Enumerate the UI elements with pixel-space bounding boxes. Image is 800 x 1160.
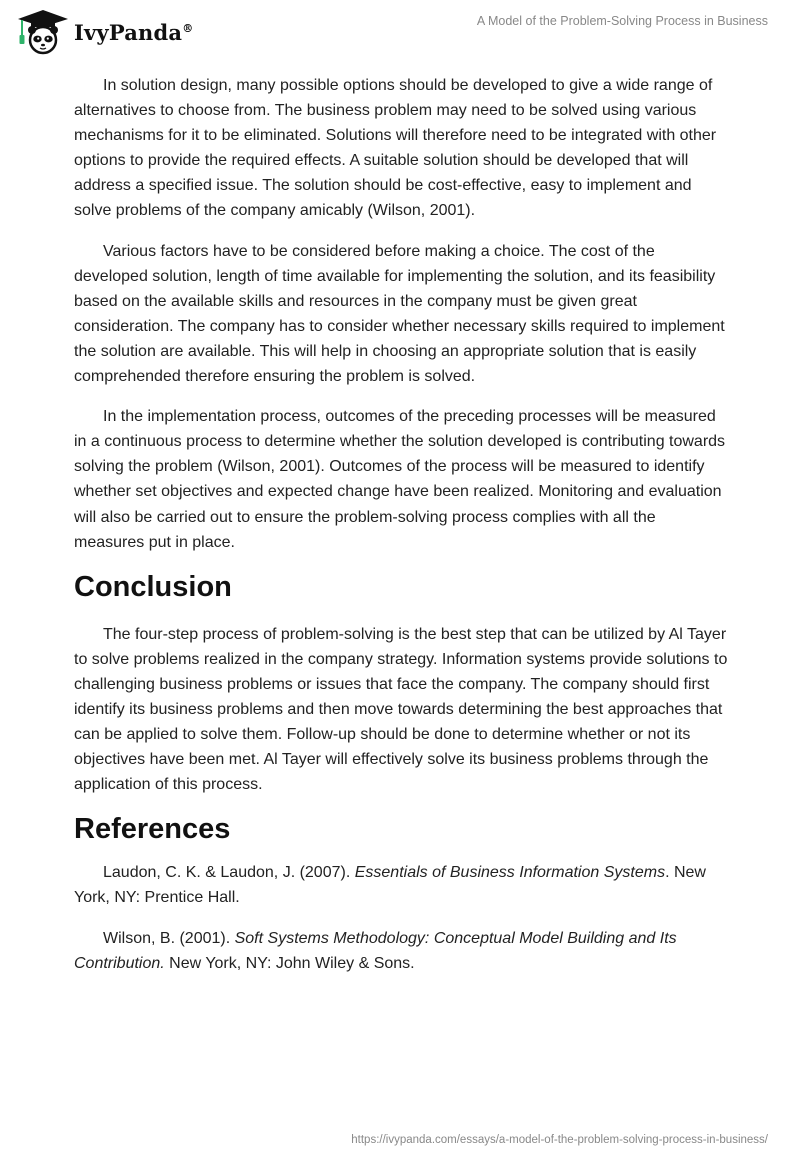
- document-title: A Model of the Problem-Solving Process in Business: [476, 14, 768, 28]
- reference-author: Wilson, B. (2001).: [103, 929, 235, 947]
- paragraph-solution-design: In solution design, many possible options should be developed to give a wide range of alternatives to choose from. The business problem may need to be solved using various mechanisms for it to be eliminated. Solutions will therefore need to be integrated with other options to provide the required effects. A suitable solution should be developed that will address a specified issue. The solution should be cost-effective, easy to implement and solve problems of the company amicably (Wilson, 2001).: [74, 77, 717, 220]
- paragraph-implementation: In the implementation process, outcomes of the preceding processes will be measured in a continuous process to determine whether the solution developed is contributing towards solving the problem (Wilson, 2001). Outcomes of the process will be measured to identify whether set objectives and expected change have been realized. Monitoring and evaluation will also be carried out to ensure the problem-solving process complies with all the measures put in place.: [74, 408, 726, 551]
- panda-graduate-icon: [14, 8, 72, 56]
- paragraph-choice-factors: Various factors have to be considered before making a choice. The cost of the developed solution, length of time available for implementing the solution, and its feasibility based on the available skills and resources in the company must be given great consideration. The company has to consider whether necessary skills required to implement the solution are available. This will help in choosing an appropriate solution that is easily comprehended therefore ensuring the problem is solved.: [74, 242, 725, 386]
- references-heading: References: [74, 813, 231, 846]
- reference-title: Essentials of Business Information Systems: [354, 864, 666, 882]
- source-url[interactable]: https://ivypanda.com/essays/a-model-of-the-problem-solving-process-in-business/: [351, 1134, 768, 1146]
- reference-title: Soft Systems Methodology: Conceptual Model Building and Its Contribution.: [74, 929, 677, 972]
- reference-publisher: New York, NY: John Wiley & Sons.: [164, 954, 415, 972]
- article-body: [74, 73, 730, 991]
- reference-item: [74, 860, 730, 910]
- reference-author: Laudon, C. K. & Laudon, J. (2007).: [103, 864, 355, 882]
- page-header: [0, 0, 800, 60]
- conclusion-heading: Conclusion: [74, 570, 232, 603]
- logo[interactable]: [14, 8, 193, 56]
- logo-wordmark: [74, 20, 193, 45]
- registered-mark: ®: [182, 21, 194, 35]
- reference-item: [74, 926, 730, 976]
- logo-name: IvyPanda: [74, 19, 183, 45]
- reference-publisher: . New York, NY: Prentice Hall.: [74, 864, 706, 907]
- paragraph-conclusion: The four-step process of problem-solving is the best step that can be utilized by Al Tayer to solve problems realized in the company strategy. Information systems provide solutions to challenging business problems or issues that face the company. The company should first identify its business problems and then move towards determining the best approaches that can be applied to solve them. Follow-up should be done to determine whether or not its objectives have been met. Al Tayer will effectively solve its business problems through the application of this process.: [74, 625, 728, 794]
